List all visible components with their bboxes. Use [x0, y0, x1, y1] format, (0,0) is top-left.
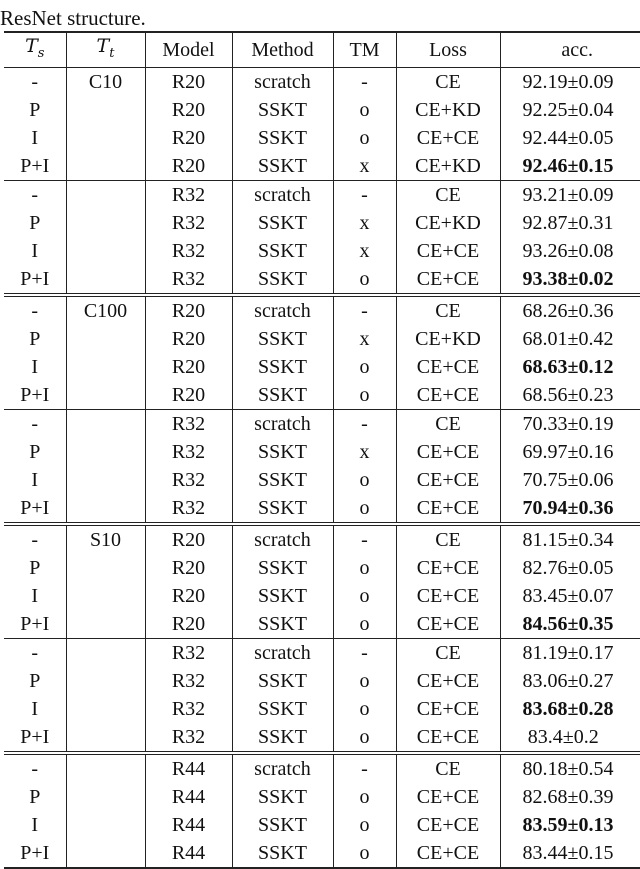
table-row — [4, 438, 640, 466]
cell-tt — [66, 466, 145, 494]
cell-ts: I — [31, 355, 39, 378]
cell-ts: P+I — [20, 612, 50, 635]
cell-acc: 70.94±0.36 — [500, 494, 640, 524]
cell-tt: S10 — [66, 524, 145, 554]
cell-model: R32 — [145, 723, 232, 753]
cell-tt — [66, 381, 145, 410]
header-method: Method — [232, 32, 333, 67]
cell-acc: 92.87±0.31 — [500, 209, 640, 237]
cell-ts: - — [4, 638, 66, 667]
cell-model: R20 — [145, 96, 232, 124]
cell-method: scratch — [232, 180, 333, 209]
cell-model: R20 — [145, 67, 232, 96]
cell-acc: 93.26±0.08 — [500, 237, 640, 265]
cell-loss: CE+CE — [396, 554, 500, 582]
cell-acc: 92.46±0.15 — [500, 152, 640, 181]
cell-model: R20 — [145, 554, 232, 582]
cell-ts: P — [29, 98, 41, 121]
cell-loss: CE+CE — [396, 695, 500, 723]
cell-ts: I — [31, 813, 39, 836]
header-ts: $T_s$ — [25, 35, 45, 61]
cell-model: R20 — [145, 152, 232, 181]
table-row — [4, 409, 640, 438]
cell-acc: 92.44±0.05 — [500, 124, 640, 152]
table-row — [4, 265, 640, 295]
cell-loss: CE — [396, 67, 500, 96]
cell-loss: CE+CE — [396, 723, 500, 753]
cell-acc: 81.19±0.17 — [500, 638, 640, 667]
cell-loss: CE+CE — [396, 667, 500, 695]
cell-ts: P — [29, 211, 41, 234]
cell-acc: 92.19±0.09 — [500, 67, 640, 96]
cell-tt — [66, 667, 145, 695]
cell-loss: CE+CE — [396, 466, 500, 494]
cell-ts: P+I — [4, 839, 66, 868]
cell-acc: 68.63±0.12 — [500, 353, 640, 381]
cell-loss: CE — [396, 295, 500, 325]
cell-loss: CE — [396, 638, 500, 667]
cell-method: SSKT — [232, 124, 333, 152]
cell-method: scratch — [232, 638, 333, 667]
cell-loss: CE+KD — [396, 325, 500, 353]
cell-ts: - — [4, 180, 66, 209]
cell-acc: 84.56±0.35 — [500, 610, 640, 639]
cell-tt — [66, 582, 145, 610]
cell-acc: 92.25±0.04 — [500, 96, 640, 124]
cell-method: SSKT — [232, 494, 333, 524]
cell-method: scratch — [232, 524, 333, 554]
cell-acc: 82.68±0.39 — [500, 783, 640, 811]
cell-model: R32 — [145, 180, 232, 209]
cell-model: R20 — [145, 353, 232, 381]
cell-model: R20 — [145, 381, 232, 410]
cell-loss: CE — [396, 180, 500, 209]
cell-model: R20 — [145, 582, 232, 610]
cell-acc: 83.59±0.13 — [500, 811, 640, 839]
cell-tt — [66, 638, 145, 667]
cell-tm: o — [333, 695, 396, 723]
cell-method: SSKT — [232, 381, 333, 410]
cell-tt: C10 — [66, 67, 145, 96]
cell-method: SSKT — [232, 667, 333, 695]
table-row — [4, 180, 640, 209]
cell-tt — [66, 494, 145, 524]
cell-model: R44 — [145, 811, 232, 839]
cell-method: SSKT — [232, 811, 333, 839]
cell-tm: o — [333, 811, 396, 839]
cell-tt — [66, 839, 145, 868]
cell-loss: CE+CE — [396, 353, 500, 381]
cell-method: SSKT — [232, 96, 333, 124]
cell-tt — [66, 325, 145, 353]
table-row — [4, 753, 640, 783]
cell-loss: CE+CE — [396, 811, 500, 839]
cell-ts: P — [29, 785, 41, 808]
cell-model: R32 — [145, 494, 232, 524]
cell-tt — [66, 124, 145, 152]
cell-tt — [66, 180, 145, 209]
cell-ts: P+I — [20, 496, 50, 519]
cell-tm: - — [333, 180, 396, 209]
cell-tt — [66, 783, 145, 811]
cell-loss: CE+CE — [396, 610, 500, 639]
cell-tm: o — [333, 723, 396, 753]
cell-tt — [66, 723, 145, 753]
table-row — [4, 325, 640, 353]
header-model: Model — [145, 32, 232, 67]
cell-loss: CE+KD — [396, 209, 500, 237]
cell-model: R20 — [145, 325, 232, 353]
cell-tm: - — [333, 409, 396, 438]
cell-tt — [66, 695, 145, 723]
cell-loss: CE+CE — [396, 237, 500, 265]
header-tt: $T_t$ — [66, 32, 145, 67]
cell-acc: 68.26±0.36 — [500, 295, 640, 325]
cell-ts: - — [4, 753, 66, 783]
cell-loss: CE — [396, 524, 500, 554]
cell-tt: C100 — [66, 295, 145, 325]
cell-tt — [66, 811, 145, 839]
cell-acc: 93.21±0.09 — [500, 180, 640, 209]
cell-ts: I — [31, 468, 39, 491]
cell-acc: 83.45±0.07 — [500, 582, 640, 610]
cell-loss: CE+CE — [396, 438, 500, 466]
table-row — [4, 209, 640, 237]
cell-ts: P — [29, 440, 41, 463]
cell-model: R32 — [145, 237, 232, 265]
cell-acc: 83.68±0.28 — [500, 695, 640, 723]
cell-method: scratch — [232, 295, 333, 325]
cell-tm: x — [333, 152, 396, 181]
cell-acc: 80.18±0.54 — [500, 753, 640, 783]
cell-method: SSKT — [232, 839, 333, 868]
cell-tm: - — [333, 67, 396, 96]
cell-ts: - — [4, 409, 66, 438]
cell-loss: CE+KD — [396, 152, 500, 181]
cell-ts: P — [29, 556, 41, 579]
cell-acc: 69.97±0.16 — [500, 438, 640, 466]
cell-ts: P+I — [20, 267, 50, 290]
table-row — [4, 839, 640, 868]
cell-model: R44 — [145, 839, 232, 868]
table-row — [4, 554, 640, 582]
cell-loss: CE+CE — [396, 783, 500, 811]
cell-acc: 70.75±0.06 — [500, 466, 640, 494]
cell-ts: P — [29, 327, 41, 350]
cell-tt — [66, 353, 145, 381]
table-row — [4, 96, 640, 124]
cell-method: SSKT — [232, 353, 333, 381]
cell-acc: 81.15±0.34 — [500, 524, 640, 554]
table-row — [4, 67, 640, 96]
cell-tm: o — [333, 610, 396, 639]
cell-loss: CE+KD — [396, 96, 500, 124]
cell-model: R44 — [145, 753, 232, 783]
table-row — [4, 466, 640, 494]
cell-method: SSKT — [232, 152, 333, 181]
cell-acc: 68.56±0.23 — [500, 381, 640, 410]
cell-loss: CE+CE — [396, 494, 500, 524]
cell-tm: o — [333, 381, 396, 410]
cell-method: SSKT — [232, 723, 333, 753]
cell-tm: - — [333, 295, 396, 325]
cell-tm: o — [333, 124, 396, 152]
cell-acc: 83.4±0.2 — [500, 723, 640, 753]
cell-method: scratch — [232, 753, 333, 783]
cell-tt — [66, 209, 145, 237]
cell-method: SSKT — [232, 610, 333, 639]
cell-method: SSKT — [232, 554, 333, 582]
cell-tm: x — [333, 237, 396, 265]
cell-method: SSKT — [232, 265, 333, 295]
cell-tm: x — [333, 209, 396, 237]
cell-method: scratch — [232, 409, 333, 438]
cell-ts: I — [31, 584, 39, 607]
cell-model: R32 — [145, 409, 232, 438]
cell-ts: I — [31, 697, 39, 720]
cell-acc: 68.01±0.42 — [500, 325, 640, 353]
cell-loss: CE+CE — [396, 124, 500, 152]
table-row — [4, 124, 640, 152]
cell-model: R20 — [145, 124, 232, 152]
cell-loss: CE — [396, 409, 500, 438]
cell-ts: I — [31, 126, 39, 149]
cell-loss: CE+CE — [396, 582, 500, 610]
cell-tm: o — [333, 466, 396, 494]
cell-acc: 83.44±0.15 — [500, 839, 640, 868]
cell-tt — [66, 554, 145, 582]
table-row — [4, 152, 640, 181]
cell-tt — [66, 610, 145, 639]
table-row — [4, 610, 640, 639]
cell-tm: - — [333, 753, 396, 783]
cell-model: R32 — [145, 438, 232, 466]
cell-tm: - — [333, 524, 396, 554]
cell-loss: CE+CE — [396, 839, 500, 868]
cell-method: SSKT — [232, 783, 333, 811]
cell-acc: 82.76±0.05 — [500, 554, 640, 582]
cell-tt — [66, 438, 145, 466]
table-row — [4, 494, 640, 524]
cell-acc: 93.38±0.02 — [500, 265, 640, 295]
cell-acc: 70.33±0.19 — [500, 409, 640, 438]
cell-model: R20 — [145, 295, 232, 325]
cell-method: scratch — [232, 67, 333, 96]
cell-model: R32 — [145, 209, 232, 237]
cell-model: R32 — [145, 265, 232, 295]
cell-tt — [66, 96, 145, 124]
table-row — [4, 783, 640, 811]
cell-method: SSKT — [232, 209, 333, 237]
cell-tt — [66, 409, 145, 438]
header-row — [4, 32, 640, 67]
table-row — [4, 524, 640, 554]
cell-loss: CE+CE — [396, 265, 500, 295]
cell-ts: P+I — [20, 383, 50, 406]
cell-model: R20 — [145, 610, 232, 639]
cell-tm: x — [333, 438, 396, 466]
cell-tm: o — [333, 353, 396, 381]
cell-tm: o — [333, 96, 396, 124]
table-row — [4, 667, 640, 695]
cell-tm: o — [333, 582, 396, 610]
cell-method: SSKT — [232, 582, 333, 610]
cell-tm: o — [333, 494, 396, 524]
cell-acc: 83.06±0.27 — [500, 667, 640, 695]
cell-method: SSKT — [232, 466, 333, 494]
cell-model: R32 — [145, 466, 232, 494]
header-loss: Loss — [396, 32, 500, 67]
table-row — [4, 353, 640, 381]
cell-tm: o — [333, 554, 396, 582]
cell-model: R20 — [145, 524, 232, 554]
table-row — [4, 237, 640, 265]
cell-tt — [66, 237, 145, 265]
cell-ts: - — [4, 524, 66, 554]
table-row — [4, 295, 640, 325]
cell-tt — [66, 152, 145, 181]
cell-method: SSKT — [232, 325, 333, 353]
cell-loss: CE — [396, 753, 500, 783]
cell-model: R32 — [145, 638, 232, 667]
cell-method: SSKT — [232, 438, 333, 466]
table-row — [4, 381, 640, 410]
cell-tt — [66, 265, 145, 295]
cell-method: SSKT — [232, 237, 333, 265]
cell-tm: - — [333, 638, 396, 667]
cell-ts: P+I — [20, 725, 50, 748]
header-acc: acc. — [500, 32, 640, 67]
cell-model: R44 — [145, 783, 232, 811]
header-tm: TM — [333, 32, 396, 67]
cell-ts: P — [29, 669, 41, 692]
table-row — [4, 723, 640, 753]
table-row — [4, 695, 640, 723]
table-caption: ResNet structure. — [0, 6, 146, 30]
cell-model: R32 — [145, 695, 232, 723]
cell-ts: - — [4, 295, 66, 325]
cell-loss: CE+CE — [396, 381, 500, 410]
table-row — [4, 582, 640, 610]
cell-tt — [66, 753, 145, 783]
cell-tm: o — [333, 265, 396, 295]
cell-tm: x — [333, 325, 396, 353]
cell-method: SSKT — [232, 695, 333, 723]
results-table — [4, 31, 640, 869]
table-row — [4, 811, 640, 839]
cell-ts: I — [31, 239, 39, 262]
cell-tm: o — [333, 667, 396, 695]
cell-ts: P+I — [20, 154, 50, 177]
table-row — [4, 638, 640, 667]
cell-tm: o — [333, 783, 396, 811]
cell-model: R32 — [145, 667, 232, 695]
cell-ts: - — [31, 70, 39, 93]
cell-tm: o — [333, 839, 396, 868]
